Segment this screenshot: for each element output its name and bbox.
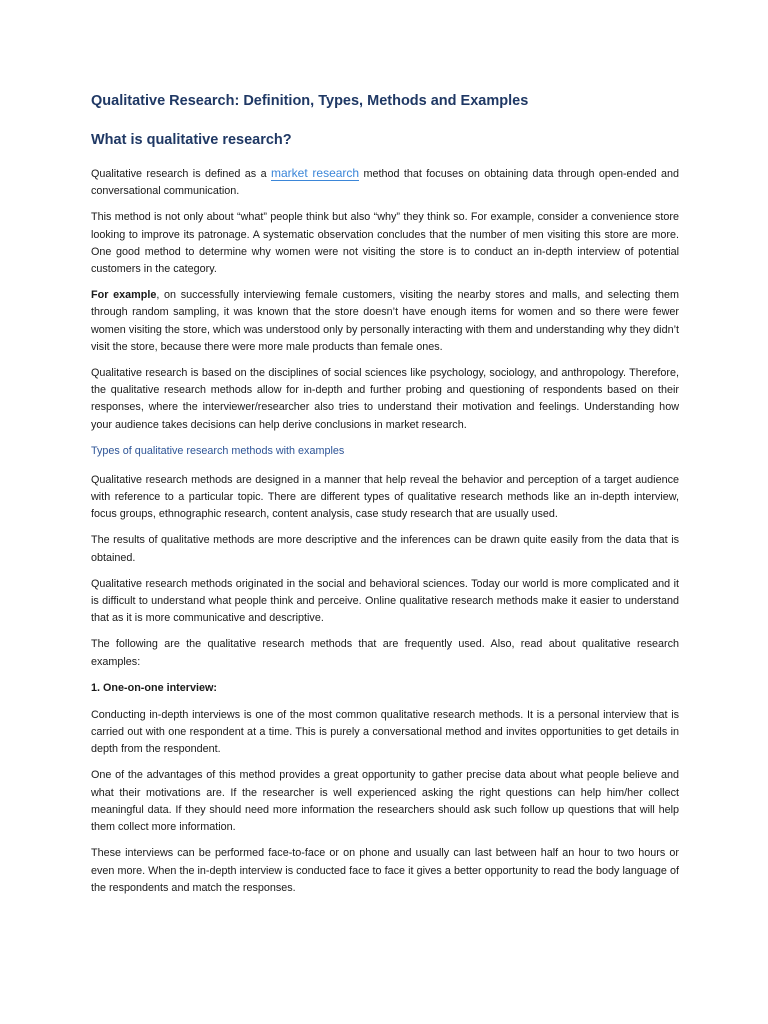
section-heading-types: Types of qualitative research methods with examples: [91, 444, 345, 457]
document-subtitle: What is qualitative research?: [91, 132, 292, 148]
document-page: [91, 90, 679, 906]
item-heading-one-on-one-interview: 1. One-on-one interview:: [91, 681, 217, 694]
paragraph-3: [91, 287, 679, 356]
paragraph-6: The results of qualitative methods are more descriptive and the inferences can be drawn quite easily from the data that is obtained.: [91, 534, 679, 564]
market-research-link[interactable]: market research: [271, 166, 360, 180]
paragraph-7: Qualitative research methods originated in the social and behavioral sciences. Today our world is more complicated and it is difficult to understand what people think and perceive. Online qualitative research methods make it easier to understand that as it is more communicative and descriptive.: [91, 577, 679, 625]
paragraph-2: This method is not only about “what” people think but also “why” they think so. For example, consider a convenience store looking to improve its patronage. A systematic observation concludes that the number of men visiting this store are more. One good method to determine why women were not visiting the store is to conduct an in-depth interview of potential customers in the category.: [91, 211, 679, 276]
paragraph-5: Qualitative research methods are designed in a manner that help reveal the behavior and perception of a target audience with reference to a particular topic. There are different types of qualitative research methods like an in-depth interview, focus groups, ethnographic research, content analysis, case study research that are usually used.: [91, 473, 679, 521]
paragraph-9: Conducting in-depth interviews is one of the most common qualitative research methods. It is a personal interview that is carried out with one respondent at a time. This is purely a conversational method and invites opportunities to get details in depth from the respondent.: [91, 708, 679, 756]
paragraph-11: These interviews can be performed face-to-face or on phone and usually can last between half an hour to two hours or even more. When the in-depth interview is conducted face to face it gives a better opportunity to read the body language of the respondents and match the responses.: [91, 847, 679, 894]
paragraph-4: Qualitative research is based on the disciplines of social sciences like psychology, sociology, and anthropology. Therefore, the qualitative research methods allow for in-depth and further probing and questioning of respondents based on their responses, where the interviewer/researcher also tries to understand their motivation and feelings. Understanding how your audience takes decisions can help derive conclusions in market research.: [91, 367, 679, 431]
paragraph-3-text: , on successfully interviewing female customers, visiting the nearby stores and malls, and selecting them through random sampling, it was known that the store doesn’t have enough items for women and so there were fewer women visiting the store, which was understood only by personally interacting with them and understanding why they didn’t visit the store, because there were more male products than female ones.: [91, 289, 680, 353]
paragraph-1: [91, 165, 679, 200]
paragraph-1-text-before: Qualitative research is defined as a: [91, 168, 271, 180]
document-title: Qualitative Research: Definition, Types, Methods and Examples: [91, 93, 529, 109]
paragraph-3-bold-lead: For example: [91, 289, 157, 302]
paragraph-10: One of the advantages of this method provides a great opportunity to gather precise data about what people believe and what their motivations are. If the researcher is well experienced asking the right questions can help him/her collect meaningful data. If they should need more information the researchers should ask such follow up questions that will help them collect more information.: [91, 769, 679, 834]
paragraph-1-text-after: method that focuses on obtaining data through open-ended and conversational communication.: [91, 168, 679, 198]
paragraph-8: The following are the qualitative research methods that are frequently used. Also, read about qualitative research examples:: [91, 638, 679, 668]
